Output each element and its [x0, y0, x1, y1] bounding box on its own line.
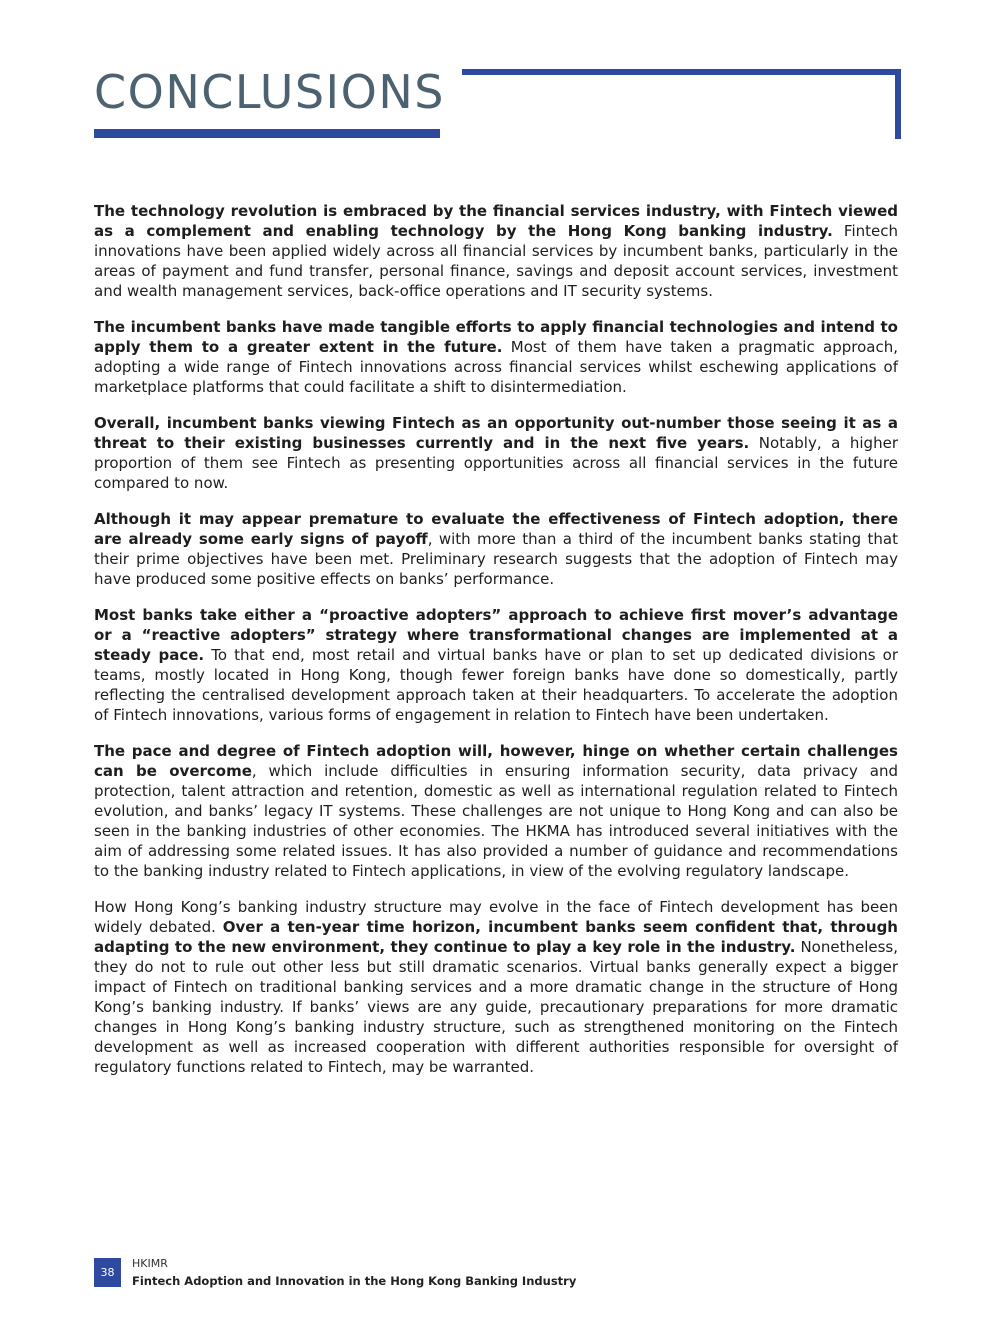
paragraph-body: Most of them have taken a pragmatic approach, adopting a wide range of Fintech innovations across financial services whilst eschewing applications of marketplace platforms that could facilitate a shift to disintermediation.	[94, 338, 898, 396]
paragraph-body: To that end, most retail and virtual banks have or plan to set up dedicated divisions or teams, mostly located in Hong Kong, though fewer foreign banks have done so domestically, partly reflecting the centralised development approach taken at their headquarters. To accelerate the adoption of Fintech innovations, various forms of engagement in relation to Fintech have been undertaken.	[94, 646, 899, 724]
footer-org: HKIMR	[132, 1257, 168, 1270]
frame-right-line	[895, 69, 901, 139]
paragraph-lead: Most banks take either a “proactive adopters” approach to achieve first mover’s advantage or a “reactive adopters” strategy where transformational changes are implemented at a steady pace.	[94, 606, 898, 664]
paragraph-body: , which include difficulties in ensuring information security, data privacy and protection, talent attraction and retention, domestic as well as international regulation related to Fintech evolution, and banks’ legacy IT systems. These challenges are not unique to Hong Kong and can also be seen in the banking industries of other economies. The HKMA has introduced several initiatives with the aim of addressing some related issues. It has also provided a number of guidance and recommendations to the banking industry related to Fintech applications, in view of the evolving regulatory landscape.	[94, 762, 898, 880]
paragraph-intro: How Hong Kong’s banking industry structure may evolve in the face of Fintech development has been widely debated.	[94, 898, 898, 936]
conclusions-body	[94, 201, 898, 1093]
page-title: CONCLUSIONS	[94, 65, 445, 119]
paragraph-1	[94, 201, 898, 301]
frame-top-line	[462, 69, 901, 75]
paragraph-body: Fintech innovations have been applied widely across all financial services by incumbent banks, particularly in the areas of payment and fund transfer, personal finance, savings and deposit account services, investment and wealth management services, back-office operations and IT security systems.	[94, 222, 898, 300]
page-number: 38	[94, 1258, 121, 1287]
paragraph-5	[94, 605, 898, 725]
paragraph-2	[94, 317, 898, 397]
paragraph-3	[94, 413, 898, 493]
paragraph-4	[94, 509, 898, 589]
paragraph-6	[94, 741, 898, 881]
paragraph-lead: The technology revolution is embraced by the financial services industry, with Fintech viewed as a complement and enabling technology by the Hong Kong banking industry.	[94, 202, 898, 240]
paragraph-body: Notably, a higher proportion of them see Fintech as presenting opportunities across all financial services in the future compared to now.	[94, 434, 898, 492]
title-underline-bar	[94, 129, 440, 138]
paragraph-lead: The pace and degree of Fintech adoption will, however, hinge on whether certain challenges can be overcome	[94, 742, 898, 780]
paragraph-lead: Although it may appear premature to evaluate the effectiveness of Fintech adoption, there are already some early signs of payoff	[94, 510, 898, 548]
paragraph-lead: Overall, incumbent banks viewing Fintech as an opportunity out-number those seeing it as a threat to their existing businesses currently and in the next five years.	[94, 414, 898, 452]
paragraph-7	[94, 897, 898, 1077]
paragraph-body: , with more than a third of the incumbent banks stating that their prime objectives have been met. Preliminary research suggests that the adoption of Fintech may have produced some positive effects on banks’ performance.	[94, 530, 898, 588]
footer-report-title: Fintech Adoption and Innovation in the Hong Kong Banking Industry	[132, 1274, 577, 1288]
paragraph-lead: The incumbent banks have made tangible efforts to apply financial technologies and intend to apply them to a greater extent in the future.	[94, 318, 898, 356]
paragraph-body: Nonetheless, they do not to rule out other less but still dramatic scenarios. Virtual banks generally expect a bigger impact of Fintech on traditional banking services and a more dramatic change in the structure of Hong Kong’s banking industry. If banks’ views are any guide, precautionary preparations for more dramatic changes in Hong Kong’s banking industry structure, such as strengthened monitoring on the Fintech development as well as increased cooperation with different authorities responsible for oversight of regulatory functions related to Fintech, may be warranted.	[94, 938, 899, 1076]
paragraph-lead: Over a ten-year time horizon, incumbent banks seem confident that, through adapting to the new environment, they continue to play a key role in the industry.	[94, 918, 898, 956]
